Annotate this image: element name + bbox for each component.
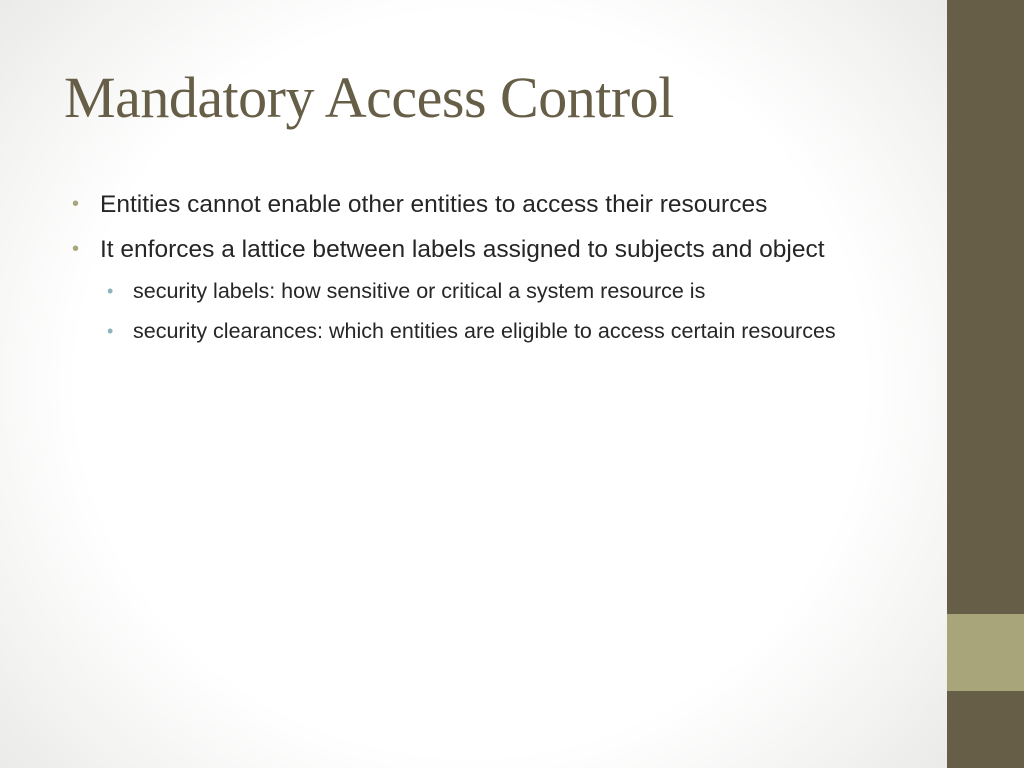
sub-bullet-item (107, 314, 902, 348)
sub-bullet-text: security labels: how sensitive or critical a system resource is (133, 279, 706, 303)
bullet-item (72, 231, 902, 348)
sub-bullet-dot-icon: • (107, 281, 114, 301)
slide-title: Mandatory Access Control (64, 65, 674, 130)
bullet-dot-icon: • (72, 193, 80, 215)
bullet-item (72, 186, 902, 223)
sub-bullet-dot-icon: • (107, 321, 114, 341)
sub-bullet-item (107, 274, 902, 308)
sub-bullet-list (100, 274, 902, 348)
bullet-list (72, 186, 902, 356)
bullet-dot-icon: • (72, 238, 80, 260)
bullet-text: Entities cannot enable other entities to access their resources (100, 191, 768, 218)
sub-bullet-text: security clearances: which entities are eligible to access certain resources (133, 319, 836, 343)
decorative-side-accent-block (947, 614, 1024, 691)
bullet-text: It enforces a lattice between labels assigned to subjects and object (100, 236, 825, 263)
